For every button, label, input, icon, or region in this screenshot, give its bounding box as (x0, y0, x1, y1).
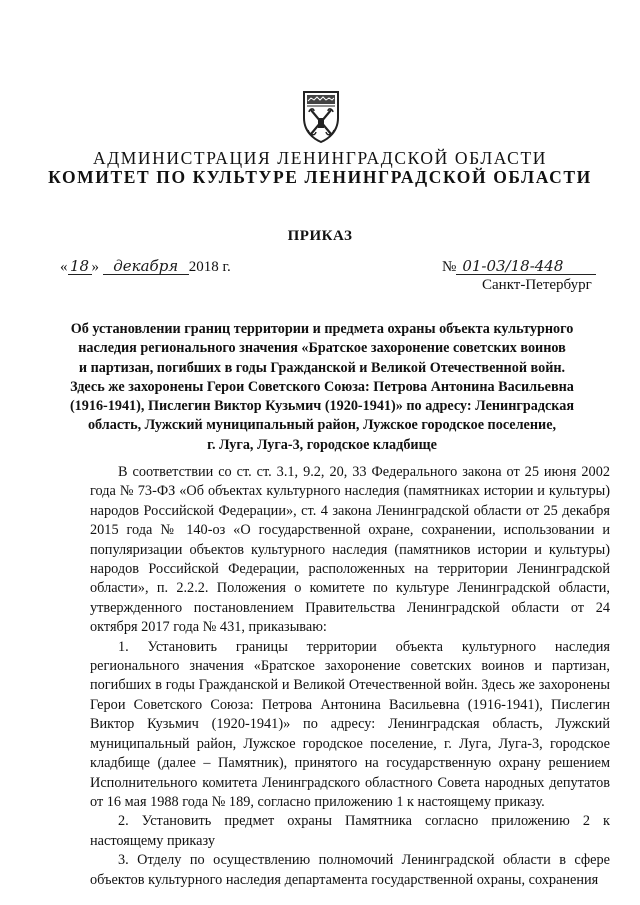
document-number (442, 258, 596, 276)
subject-line: область, Лужский муниципальный район, Лужское городское поселение, (87, 417, 557, 434)
subject-line: наследия регионального значения «Братское захоронение советских воинов (78, 340, 566, 357)
date-open-quote: « (60, 259, 68, 275)
number-prefix: № (442, 259, 457, 275)
subject-line: Здесь же захоронены Герои Советского Союза: Петрова Антонина Васильевна (70, 378, 574, 395)
organization-name: АДМИНИСТРАЦИЯ ЛЕНИНГРАДСКОЙ ОБЛАСТИ (93, 148, 547, 168)
subject-line: г. Луга, Луга-3, городское кладбище (207, 436, 437, 453)
paragraph-item-2: 2. Установить предмет охраны Памятника согласно приложению 2 к настоящему приказу (90, 813, 610, 849)
coat-of-arms-icon (298, 88, 344, 144)
date-close-quote: » (91, 259, 99, 275)
paragraph-item-1: 1. Установить границы территории объекта культурного наследия регионального значения «Братское захоронение советских воинов и партизан, погибших в годы Гражданской и Великой Отечественной войн. Здесь же захоронены Герои Советского Союза: Петрова Антонина Васильевна (1916-1941), Пислегин Виктор Кузьмич (1920-1941)» по адресу: Ленинградская область, Лужский муниципальный район, Лужское городское поселение, г. Луга, Луга-3, городское кладбище (далее – Памятник), принятого на государственную охрану решением Исполнительного комитета Ленинградского областного Совета народных депутатов от 16 мая 1988 года № 189, согласно приложению 1 к настоящему приказу. (90, 638, 610, 810)
date-month: декабря (103, 258, 189, 275)
paragraph-item-3: 3. Отделу по осуществлению полномочий Ленинградской области в сфере объектов культурного наследия департамента государственной охраны, сохранения (90, 852, 610, 888)
document-date (60, 258, 231, 276)
number-value: 01-03/18-448 (456, 258, 596, 275)
date-day: 18 (68, 258, 92, 275)
subject-line: Об установлении границ территории и предмета охраны объекта культурного (70, 321, 574, 337)
committee-name: КОМИТЕТ ПО КУЛЬТУРЕ ЛЕНИНГРАДСКОЙ ОБЛАСТИ (48, 167, 592, 187)
paragraph-preamble: В соответствии со ст. ст. 3.1, 9.2, 20, 33 Федерального закона от 25 июня 2002 года № 73-ФЗ «Об объектах культурного наследия (памятниках истории и культуры) народов Российской Федерации», ст. 4 закона Ленинградской области от 25 декабря 2015 года № 140-оз «О государственной охране, сохранении, использовании и популяризации объектов культурного наследия (памятников истории и культуры) народов Российской Федерации, расположенных на территории Ленинградской области», п. 2.2.2. Положения о комитете по культуре Ленинградской области, утвержденного постановлением Правительства Ленинградской области от 24 октября 2017 года № 431, приказываю: (90, 464, 610, 636)
subject-line: (1916-1941), Пислегин Виктор Кузьмич (1920-1941)» по адресу: Ленинградская (69, 398, 575, 415)
document-place: Санкт-Петербург (482, 277, 592, 293)
subject-line: и партизан, погибших в годы Гражданской и Великой Отечественной войн. (78, 359, 566, 376)
document-type: ПРИКАЗ (287, 228, 353, 244)
document-subject (62, 320, 582, 455)
date-year: 2018 г. (188, 259, 231, 275)
document-body (90, 463, 610, 890)
